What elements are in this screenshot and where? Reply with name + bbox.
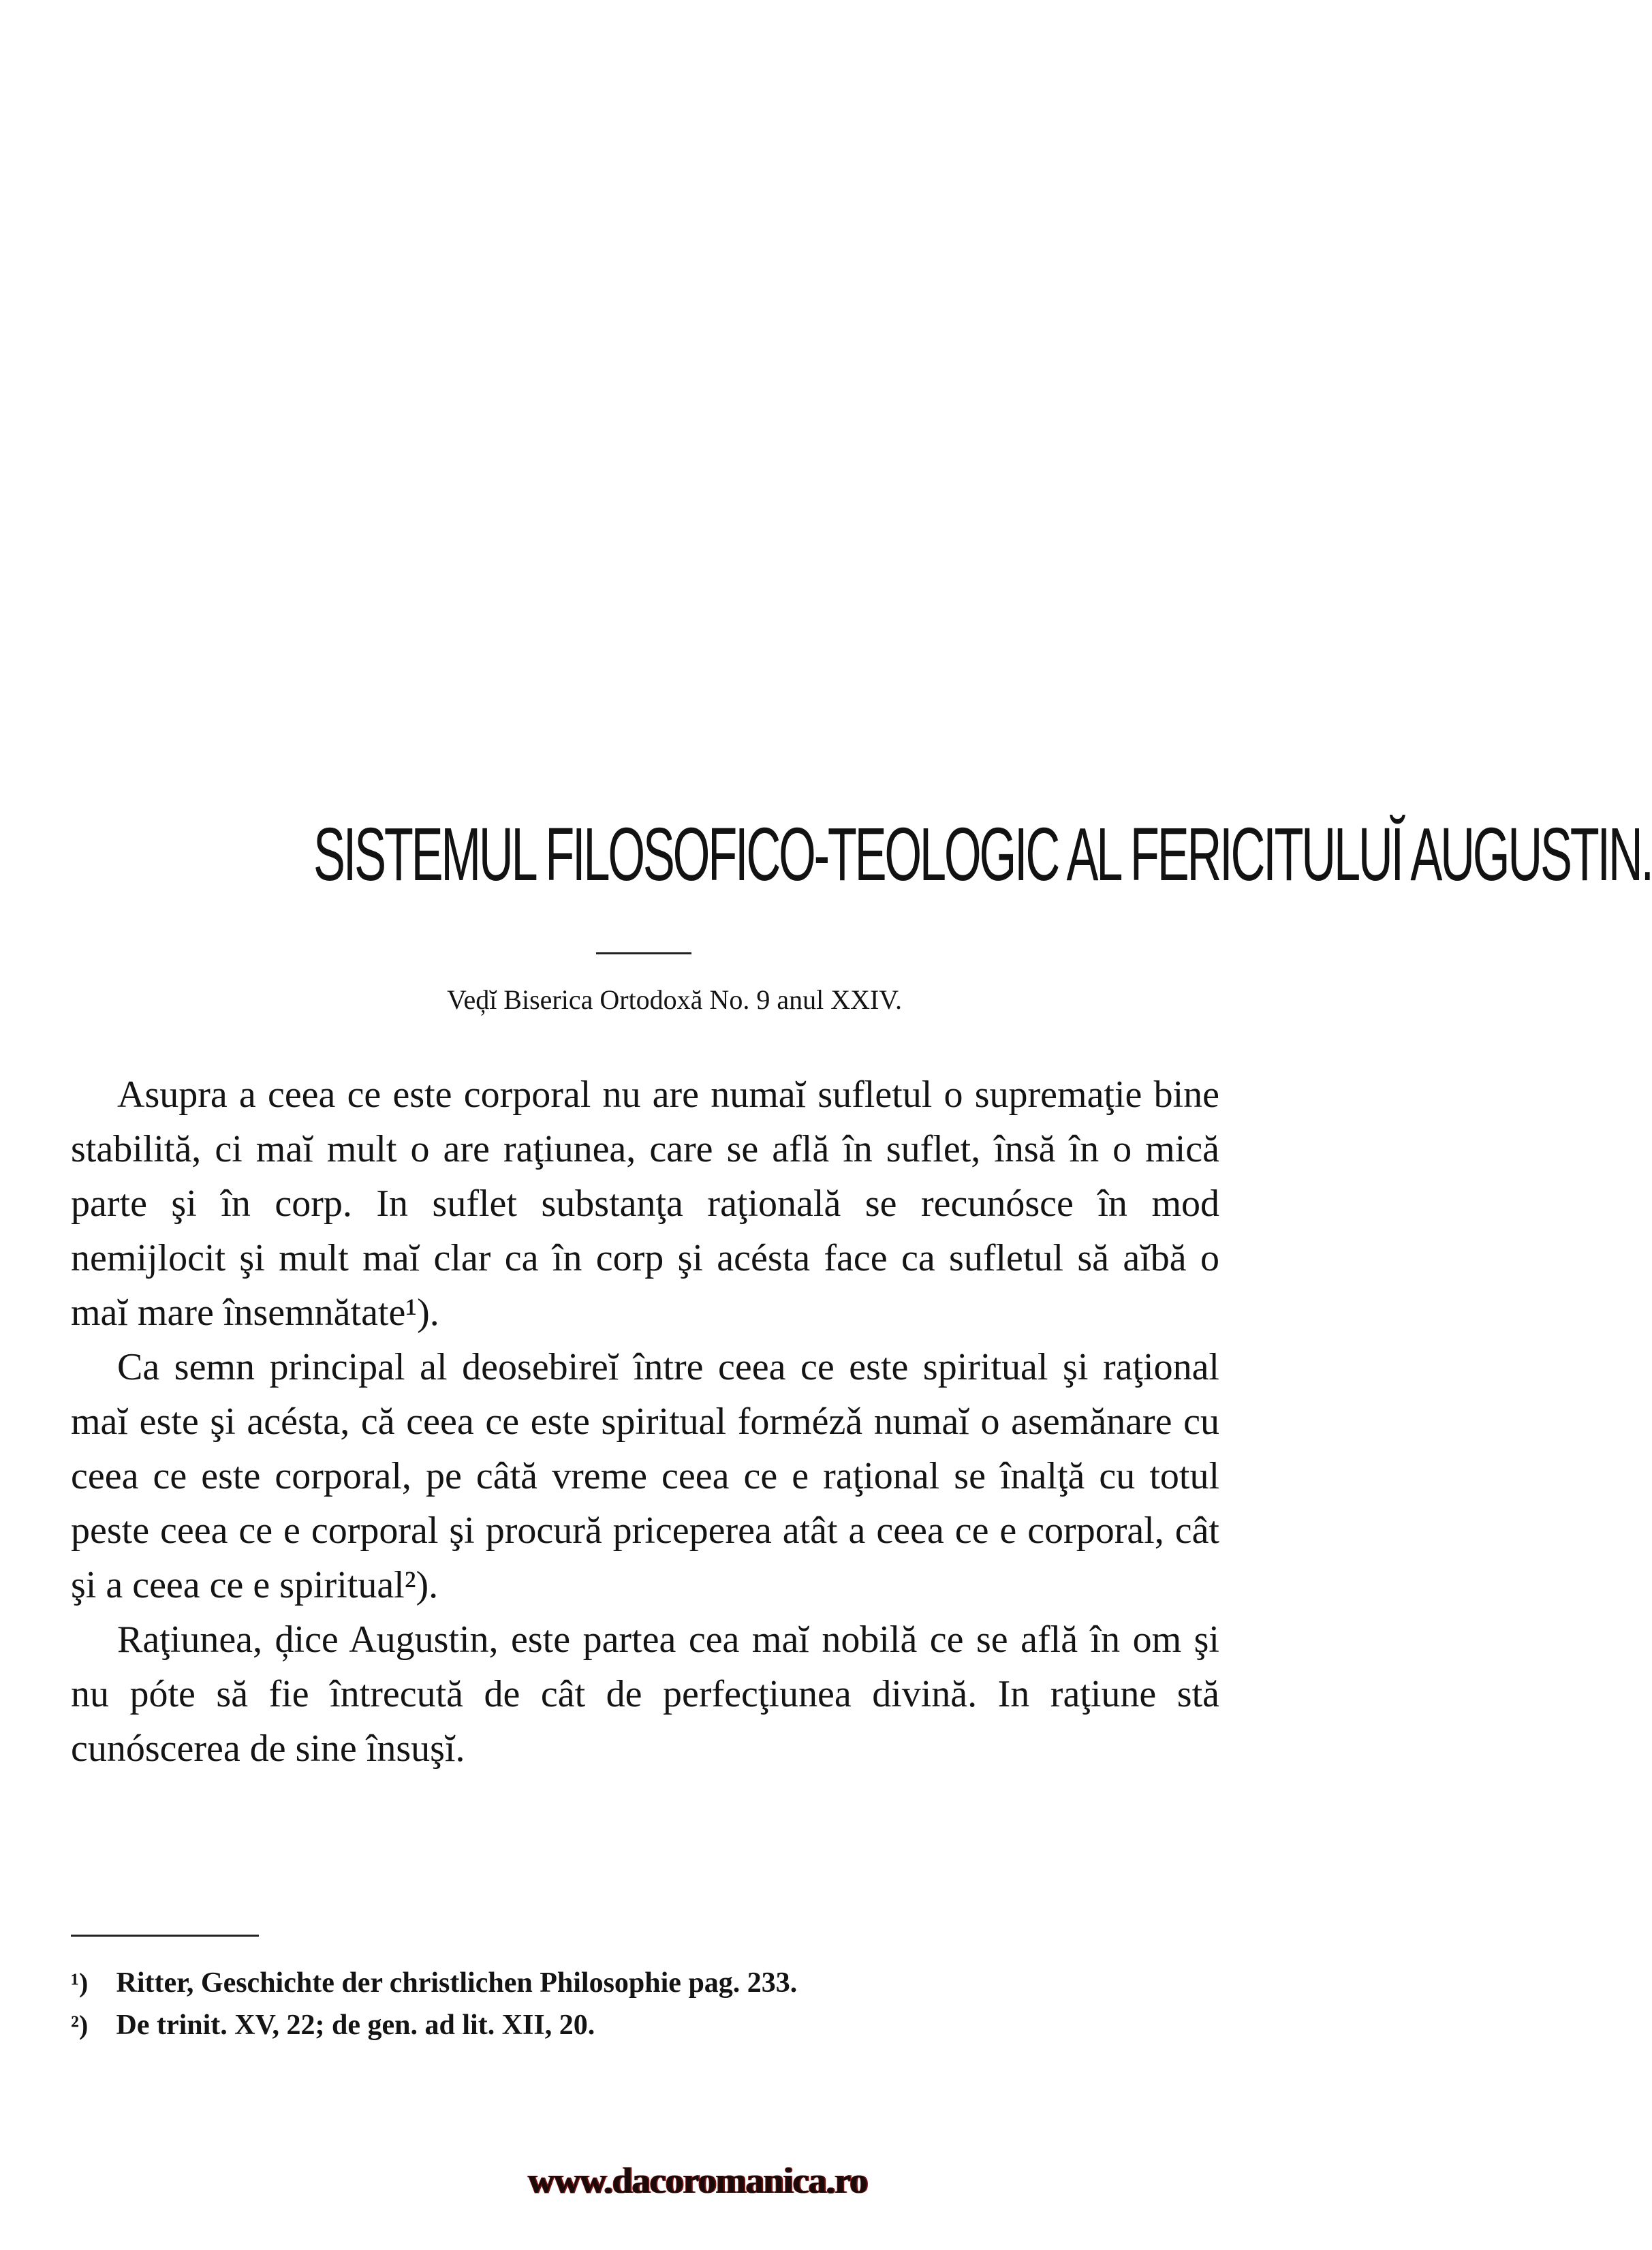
paragraph-2: Ca semn principal al deosebireĭ între ceea ce este spiritual şi raţional maĭ este şi acésta, că ceea ce este spiritual formézǎ numaĭ o asemănare cu ceea ce este corporal, pe câtă vreme ceea ce e raţional se înalţă cu totul peste ceea ce e corporal şi procură priceperea atât a ceea ce e corporal, cât şi a ceea ce e spiritual²). [71,1346,1219,1606]
footnote-divider [71,1935,259,1937]
footnote-text: De trinit. XV, 22; de gen. ad lit. XII, 20. [116,2010,595,2041]
source-reference: Veḑĭ Biserica Ortodoxă No. 9 anul XXIV. [446,984,903,1015]
paragraph-3: Raţiunea, ḑice Augustin, este partea cea maĭ nobilă ce se află în om şi nu póte să fie întrecută de cât de perfecţiunea divină. In raţiune stă cunóscerea de sine însuşĭ. [71,1619,1219,1770]
footnote-marker: ¹) [71,1967,89,1998]
paragraph-1: Asupra a ceea ce este corporal nu are numaĭ sufletul o supremaţie bine stabilită, ci maĭ mult o are raţiunea, care se află în suflet, însă în o mică parte şi în corp. In suflet substanţa raţională se recunósce în mod nemijlocit şi mult maĭ clar ca în corp şi acésta face ca sufletul să aĭbă o maĭ mare însemnătate¹). [71,1074,1219,1334]
body-text [71,1067,1219,1776]
footnote-1 [71,1962,1219,2004]
footnotes [71,1962,1219,2046]
footnote-text: Ritter, Geschichte der christlichen Philosophie pag. 233. [116,1967,798,1999]
page-title: SISTEMUL FILOSOFICO-TEOLOGIC AL FERICITULUĬ AUGUSTIN. [313,813,1652,896]
title-divider [596,952,691,954]
footnote-marker: ²) [71,2010,89,2040]
footnote-2 [71,2004,1219,2046]
watermark: www.dacoromanica.ro [528,2160,867,2201]
